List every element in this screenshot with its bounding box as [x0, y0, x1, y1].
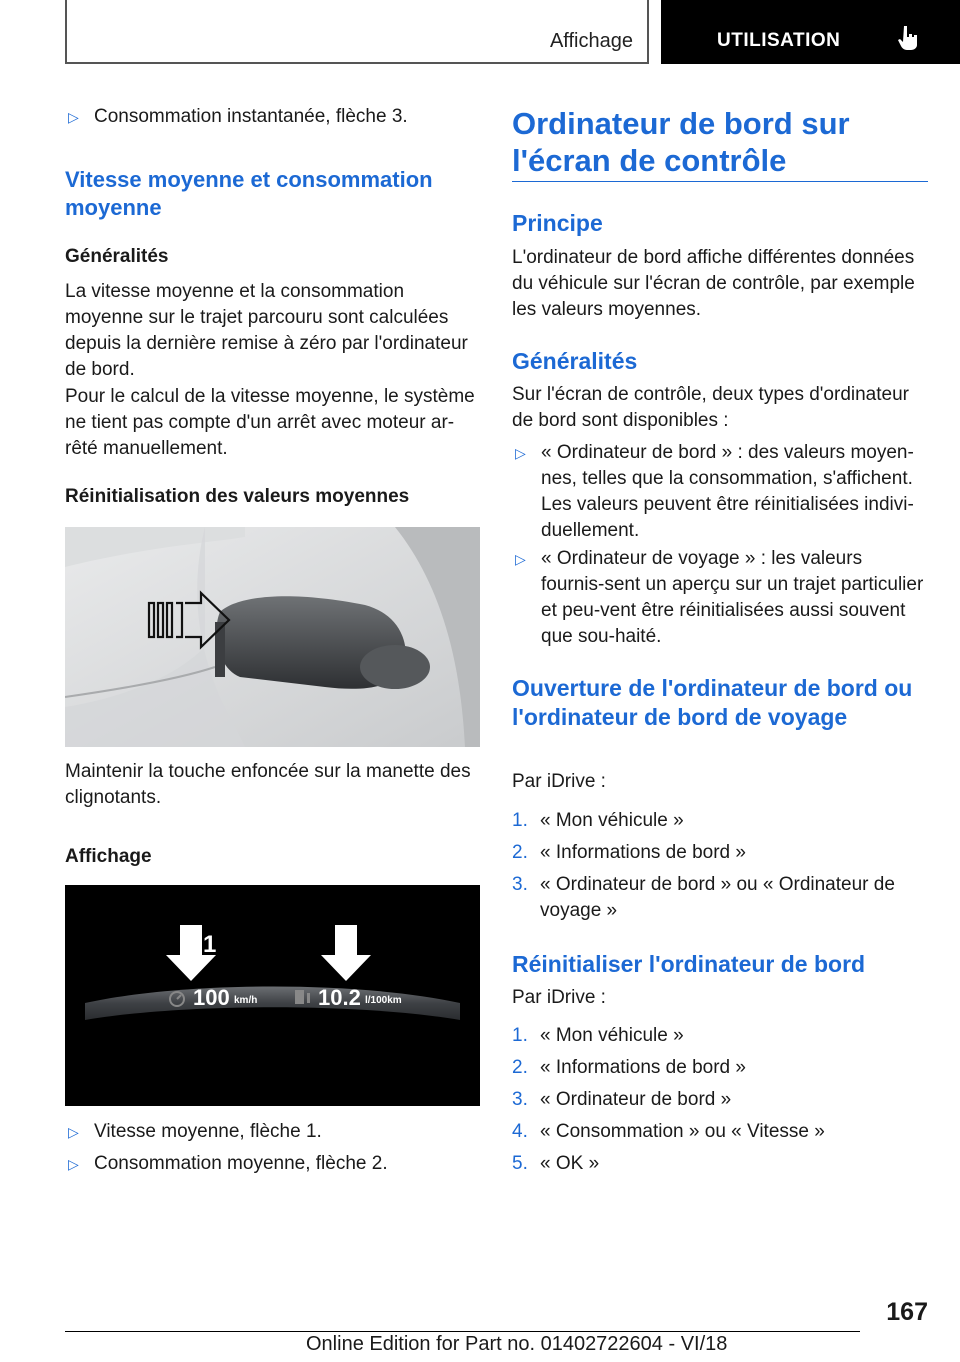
header-frame: [65, 0, 649, 64]
footer-rule: [65, 1331, 860, 1332]
paragraph: Pour le calcul de la vitesse moyenne, le système ne tient pas compte d'un arrêt avec moteur ar‐rêté manuellement.: [65, 386, 475, 459]
figure-caption: Maintenir la touche enfoncée sur la manette des clignotants.: [65, 761, 471, 808]
arrow-2-label: 2: [339, 931, 353, 958]
section-heading: Ouverture de l'ordinateur de bord ou l'ordinateur de bord de voyage: [512, 675, 913, 730]
step-item: 2. « Informations de bord »: [512, 1057, 746, 1078]
speed-value: 100: [193, 985, 230, 1010]
step-item: 2. « Informations de bord »: [512, 842, 746, 863]
speed-unit: km/h: [234, 995, 258, 1006]
paragraph: Par iDrive :: [512, 987, 606, 1008]
title-divider: [512, 181, 928, 182]
consumption-unit: l/100km: [365, 995, 402, 1006]
footer-edition: Online Edition for Part no. 01402722604 - VI/18: [306, 1333, 728, 1355]
header-section-title: Affichage: [549, 30, 633, 52]
arrow-1-label: 1: [203, 931, 217, 958]
step-item: 5. « OK »: [512, 1153, 600, 1174]
step-item: 3. « Ordinateur de bord » ou « Ordinateur de voyage »: [512, 874, 895, 921]
triangle-bullet-icon: ▷: [515, 445, 526, 461]
list-item: ▷ « Ordinateur de voyage » : les valeurs fournis‐sent un aperçu sur un trajet particulier et peu‐vent être réinitialisées aussi souvent que sou‐haité.: [515, 548, 924, 647]
step-item: 1. « Mon véhicule »: [512, 810, 684, 831]
triangle-bullet-icon: ▷: [68, 109, 79, 125]
paragraph: L'ordinateur de bord affiche différentes données du véhicule sur l'écran de contrôle, par exemple les valeurs moyennes.: [512, 247, 915, 320]
page-number: 167: [886, 1298, 928, 1326]
chapter-tab-label: UTILISATION: [717, 30, 841, 51]
section-heading: Vitesse moyenne et consommation moyenne: [65, 167, 433, 220]
stalk-illustration: [65, 527, 480, 747]
page-title: Ordinateur de bord sur l'écran de contrôle: [512, 106, 850, 178]
consumption-value: 10.2: [318, 985, 361, 1010]
list-item: ▷ Consommation moyenne, flèche 2.: [65, 1151, 480, 1177]
step-item: 3. « Ordinateur de bord »: [512, 1089, 732, 1110]
triangle-bullet-icon: ▷: [68, 1124, 79, 1140]
list-item: ▷ « Ordinateur de bord » : des valeurs moyen‐nes, telles que la consommation, s'affichent. Les valeurs peuvent être réinitialisées indivi‐duellement.: [515, 442, 914, 541]
hand-pointer-icon: [898, 25, 920, 51]
subheading: Réinitialisation des valeurs moyennes: [65, 486, 410, 507]
step-item: 1. « Mon véhicule »: [512, 1025, 684, 1046]
list-item: ▷ Vitesse moyenne, flèche 1.: [65, 1119, 480, 1145]
paragraph: La vitesse moyenne et la consommation moyenne sur le trajet parcouru sont calculées depuis la dernière remise à zéro par l'ordinateur de bord.: [65, 281, 468, 380]
display-illustration: [65, 885, 480, 1106]
step-item: 4. « Consommation » ou « Vitesse »: [512, 1121, 825, 1142]
list-item: ▷ Consommation instantanée, flèche 3.: [65, 104, 480, 130]
section-heading: Réinitialiser l'ordinateur de bord: [512, 951, 866, 977]
section-heading: Généralités: [512, 348, 638, 374]
triangle-bullet-icon: ▷: [515, 551, 526, 567]
paragraph: Par iDrive :: [512, 771, 606, 792]
chapter-tab[interactable]: [661, 0, 960, 64]
triangle-bullet-icon: ▷: [68, 1156, 79, 1172]
section-heading: Principe: [512, 210, 603, 236]
subheading: Généralités: [65, 246, 169, 267]
subheading: Affichage: [65, 846, 152, 867]
paragraph: Sur l'écran de contrôle, deux types d'ordinateur de bord sont disponibles :: [512, 384, 909, 431]
